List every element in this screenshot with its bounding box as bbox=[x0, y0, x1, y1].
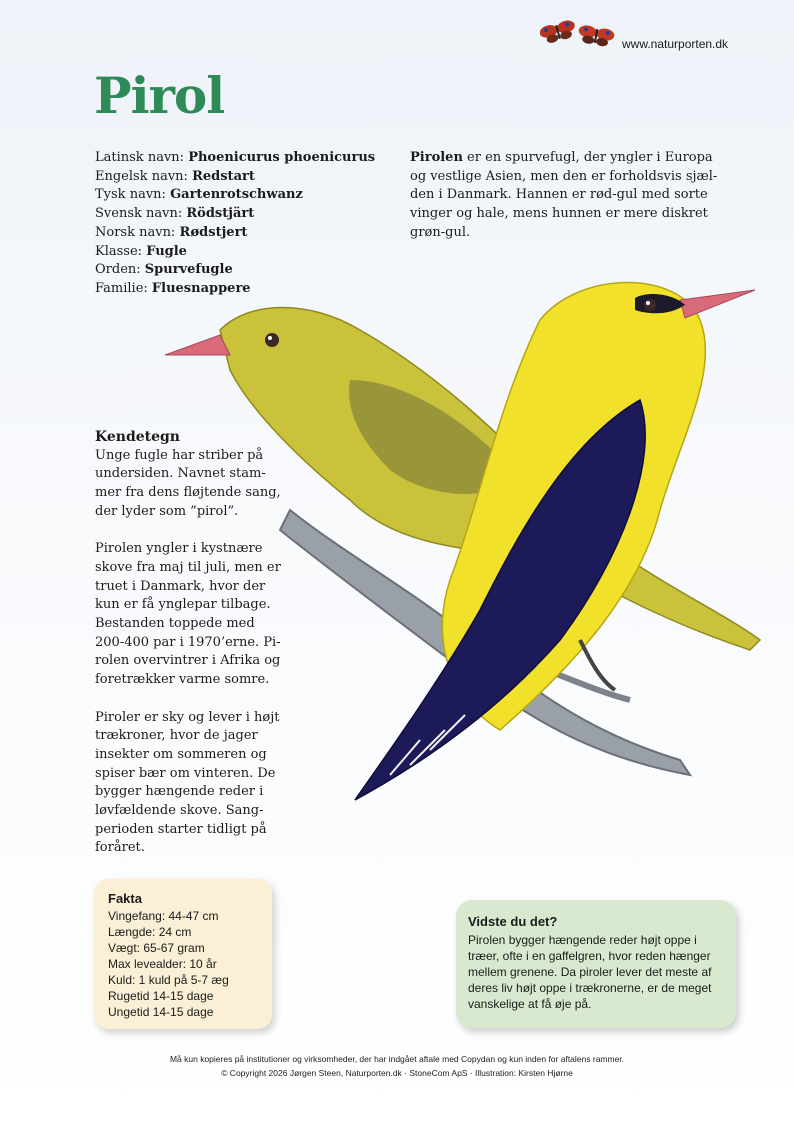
page-title: Pirol bbox=[94, 66, 225, 125]
fakta-item: Ungetid 14-15 dage bbox=[108, 1005, 214, 1019]
fakta-item: Max levealder: 10 år bbox=[108, 957, 217, 971]
butterflies-logo bbox=[540, 14, 620, 54]
footer bbox=[0, 1052, 794, 1080]
kendetegn-section bbox=[95, 428, 285, 877]
kendetegn-paragraph: Piroler er sky og lever i højt trækroner, hvor de jager insekter om sommeren og spiser bær om vinteren. De bygger hængende reder i løvfældende skove. Sang-perioden starter tidligt på foråret. bbox=[95, 709, 280, 856]
vidste-heading: Vidste du det? bbox=[468, 914, 558, 929]
kendetegn-paragraph: Pirolen yngler i kystnære skove fra maj til juli, men er truet i Danmark, hvor der kun er få ynglepar tilbage. Bestanden toppede med 200-400 par i 1970’erne. Pi-rolen overvintrer i Afrika og foretrækker varme somre. bbox=[95, 541, 281, 688]
site-url[interactable]: www.naturporten.dk bbox=[622, 37, 729, 51]
fakta-heading: Fakta bbox=[108, 891, 142, 906]
footer-copyright: © Copyright 2026 Jørgen Steen, Naturporten.dk · StoneCom ApS · Illustration: Kirsten Hjørne bbox=[221, 1068, 573, 1078]
name-row: Klasse: Fugle bbox=[95, 243, 187, 259]
fakta-item: Vingefang: 44-47 cm bbox=[108, 909, 219, 923]
fakta-item: Længde: 24 cm bbox=[108, 925, 192, 939]
vidste-du-det-box bbox=[456, 900, 736, 1028]
name-row: Orden: Spurvefugle bbox=[95, 262, 233, 278]
fakta-item: Vægt: 65-67 gram bbox=[108, 941, 205, 955]
name-row: Familie: Fluesnappere bbox=[95, 280, 251, 296]
fakta-box bbox=[94, 879, 272, 1029]
name-row: Engelsk navn: Redstart bbox=[95, 168, 255, 184]
name-row: Svensk navn: Rödstjärt bbox=[95, 206, 255, 222]
footer-license: Må kun kopieres på institutioner og virksomheder, der har indgået aftale med Copydan og kun inden for aftalens rammer. bbox=[169, 1054, 625, 1064]
fakta-item: Rugetid 14-15 dage bbox=[108, 989, 214, 1003]
name-row: Tysk navn: Gartenrotschwanz bbox=[95, 187, 303, 203]
kendetegn-heading: Kendetegn bbox=[95, 429, 180, 445]
kendetegn-paragraph: Unge fugle har striber på undersiden. Navnet stam-mer fra dens fløjtende sang, der lyder som ”pirol”. bbox=[95, 447, 281, 519]
name-row: Latinsk navn: Phoenicurus phoenicurus bbox=[95, 150, 376, 165]
fakta-item: Kuld: 1 kuld på 5-7 æg bbox=[108, 973, 229, 987]
intro-text: Pirolen er en spurvefugl, der yngler i Europa og vestlige Asien, men den er forholdsvis sjæl-den i Danmark. Hannen er rød-gul med sorte vinger og hale, mens hunnen er mere diskret grøn-gul. bbox=[410, 150, 718, 240]
vidste-text: Pirolen bygger hængende reder højt oppe i træer, ofte i en gaffelgren, hvor reden hænger mellem grenene. Da piroler lever det meste af deres liv højt oppe i trækronerne, er de meget vanskelige at få øje på. bbox=[468, 933, 712, 1011]
name-row: Norsk navn: Rødstjert bbox=[95, 224, 248, 240]
